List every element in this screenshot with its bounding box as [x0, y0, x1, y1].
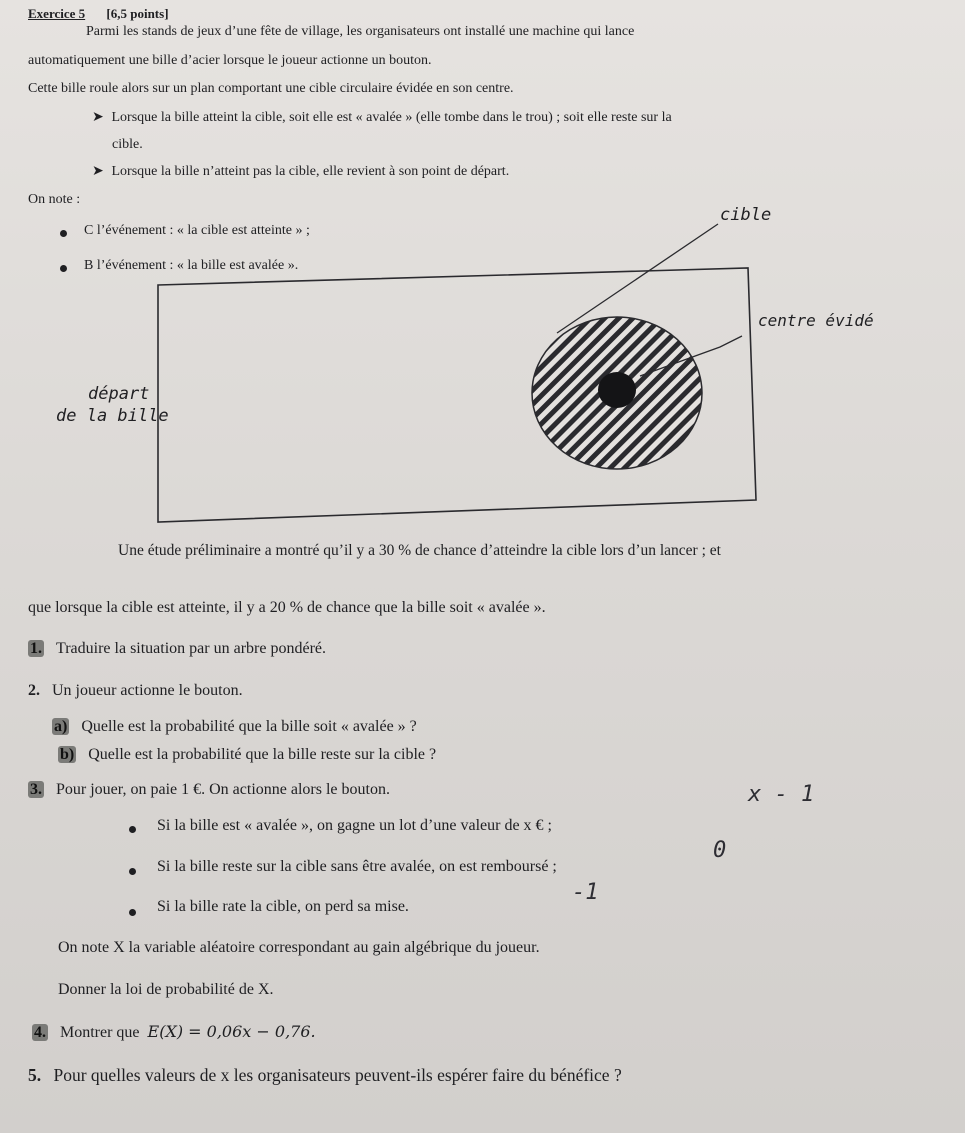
- question-2-number: 2.: [28, 682, 40, 699]
- target-hole: [598, 372, 636, 408]
- question-2b: [58, 746, 436, 764]
- question-5: [28, 1065, 622, 1086]
- question-3-text: Pour jouer, on paie 1 €. On actionne alors le bouton.: [56, 781, 390, 798]
- case-2-text: Lorsque la bille n’atteint pas la cible, elle revient à son point de départ.: [111, 164, 510, 179]
- case-1-text: Lorsque la bille atteint la cible, soit elle est « avalée » (elle tombe dans le trou) ; soit elle reste sur la: [111, 110, 672, 125]
- pointer-line-cible: [557, 224, 718, 333]
- on-note-label: On note :: [28, 192, 81, 207]
- question-2a-number: a): [54, 718, 68, 735]
- bullet-dot-icon: [129, 868, 136, 875]
- exercise-title: Exercice 5: [28, 6, 86, 21]
- question-2: [28, 682, 243, 700]
- question-1-text: Traduire la situation par un arbre pondéré.: [56, 640, 326, 657]
- arrow-bullet-icon: ➤: [92, 164, 104, 179]
- handwritten-gain-reste: 0: [713, 838, 727, 863]
- event-c: C l’événement : « la cible est atteinte » ;: [84, 223, 310, 238]
- event-b: B l’événement : « la bille est avalée ».: [84, 258, 299, 273]
- handwritten-gain-avalee: x - 1: [748, 782, 815, 807]
- question-3-ask: Donner la loi de probabilité de X.: [58, 981, 274, 998]
- study-line-2: que lorsque la cible est atteinte, il y a 20 % de chance que la bille soit « avalée ».: [28, 599, 546, 616]
- bullet-dot-icon: [129, 826, 136, 833]
- label-de-la-bille: de la bille: [56, 406, 169, 426]
- question-1-number: 1.: [30, 640, 42, 657]
- question-4-text: Montrer que: [60, 1024, 140, 1041]
- question-2-text: Un joueur actionne le bouton.: [52, 682, 243, 699]
- target-figure: [0, 0, 965, 560]
- handwritten-gain-rate: -1: [572, 880, 599, 905]
- question-4-formula: E(X) = 0,06x − 0,76.: [147, 1022, 316, 1041]
- bullet-dot-icon: [129, 909, 136, 916]
- question-2a-text: Quelle est la probabilité que la bille soit « avalée » ?: [81, 718, 417, 735]
- question-3-bullet-2: Si la bille reste sur la cible sans être avalée, on est remboursé ;: [157, 858, 557, 875]
- label-centre-evide: centre évidé: [758, 311, 874, 330]
- intro-line-3: Cette bille roule alors sur un plan comportant une cible circulaire évidée en son centre.: [28, 81, 514, 96]
- question-3-bullet-1: Si la bille est « avalée », on gagne un lot d’une valeur de x € ;: [157, 817, 552, 834]
- question-4-number: 4.: [34, 1024, 46, 1041]
- question-5-text: Pour quelles valeurs de x les organisateurs peuvent-ils espérer faire du bénéfice ?: [53, 1065, 622, 1085]
- label-depart: départ: [88, 384, 150, 404]
- question-5-number: 5.: [28, 1065, 42, 1085]
- question-3-bullet-3: Si la bille rate la cible, on perd sa mise.: [157, 898, 409, 915]
- question-3-number: 3.: [30, 781, 42, 798]
- question-2a: [52, 718, 417, 736]
- case-1-line-2: cible.: [112, 137, 143, 152]
- label-cible: cible: [720, 205, 772, 225]
- intro-line-2: automatiquement une bille d’acier lorsque le joueur actionne un bouton.: [28, 53, 432, 68]
- question-2b-text: Quelle est la probabilité que la bille reste sur la cible ?: [88, 746, 437, 763]
- question-3: [28, 781, 390, 799]
- arrow-bullet-icon: ➤: [92, 110, 104, 125]
- exercise-points: [6,5 points]: [106, 6, 169, 21]
- question-1: [28, 640, 326, 658]
- study-line-1: Une étude préliminaire a montré qu’il y a 30 % de chance d’atteindre la cible lors d’un lancer ; et: [118, 542, 721, 559]
- question-3-note-text: On note X la variable aléatoire correspondant au gain algébrique du joueur.: [58, 939, 540, 956]
- question-2b-number: b): [60, 746, 75, 763]
- question-4: [32, 1022, 316, 1042]
- question-3-note: [58, 939, 540, 957]
- intro-line-1: Parmi les stands de jeux d’une fête de village, les organisateurs ont installé une machine qui lance: [86, 24, 635, 39]
